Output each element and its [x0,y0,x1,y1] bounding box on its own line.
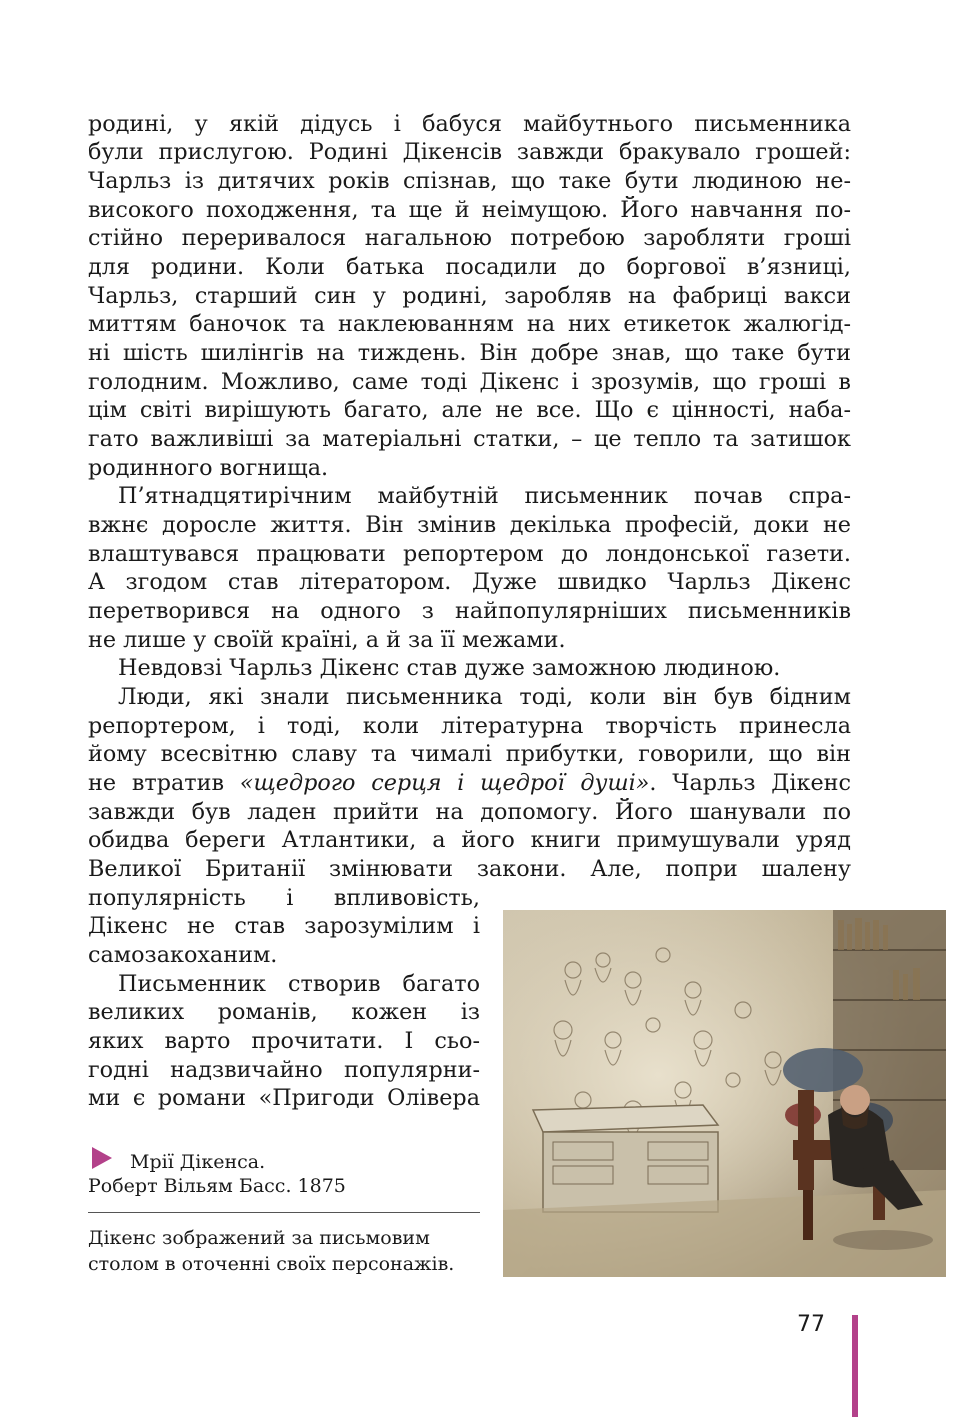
text-line: родинного вогнища. [88,455,329,481]
text-line: Письменник створив багато [118,971,480,997]
text-line: перетворився на одного з найпопулярніших письменників [88,598,851,624]
page-number: 77 [797,1312,825,1337]
text-line: самозакоханим. [88,942,278,968]
text-line: яких варто прочитати. І сьо- [88,1028,480,1054]
text-line: миттям баночок та наклеюванням на них етикеток жалюгід- [88,311,851,337]
text-line: Невдовзі Чарльз Дікенс став дуже заможною людиною. [118,655,781,681]
text-line-quote [88,769,851,797]
figure-title: Мрії Дікенса. [130,1151,266,1173]
text-line: ми є романи «Пригоди Олівера [88,1085,480,1111]
text-segment: . Чарльз Дікенс [649,770,851,796]
text-line: Великої Британії змінювати закони. Але, попри шалену [88,856,851,882]
text-line: годні надзвичайно популярни- [88,1057,480,1083]
text-line: Чарльз, старший син у родині, заробляв на фабриці вакси [88,283,851,309]
text-line: Чарльз із дитячих років спізнав, що таке бути людиною не- [88,168,851,194]
text-line: стійно переривалося нагальною потребою заробляти гроші [88,225,851,251]
text-line: популярність і впливовість, [88,885,480,911]
caption-divider [88,1212,480,1213]
caption-arrow-icon [92,1147,112,1169]
text-line: гато важливіші за матеріальні статки, – це тепло та затишок [88,426,851,452]
painting-dickens-dream [503,910,946,1277]
text-line: великих романів, кожен із [88,999,480,1025]
text-line: родині, у якій дідусь і бабуся майбутнього письменника [88,111,851,137]
text-line: Дікенс не став зарозумілим і [88,913,480,939]
page-accent-bar [852,1315,858,1417]
text-line: А згодом став літератором. Дуже швидко Чарльз Дікенс [88,569,851,595]
quote-text: «щедрого серця і щедрої душі» [239,770,650,796]
text-line: голодним. Можливо, саме тоді Дікенс і зрозумів, що гроші в [88,369,851,395]
text-line: Люди, які знали письменника тоді, коли він був бідним [118,684,851,710]
text-line: йому всесвітню славу та чималі прибутки, говорили, що він [88,741,851,767]
text-line: влаштувався працювати репортером до лондонської газети. [88,541,851,567]
text-line: вжнє доросле життя. Він змінив декілька професій, доки не [88,512,851,538]
text-line: цім світі вирішують багато, але не все. Що є цінності, наба- [88,397,851,423]
text-line: були прислугою. Родині Дікенсів завжди бракувало грошей: [88,139,851,165]
figure-credit: Роберт Вільям Басс. 1875 [88,1175,346,1197]
text-line: для родини. Коли батька посадили до боргової в’язниці, [88,254,851,280]
text-line: П’ятнадцятирічним майбутній письменник почав спра- [118,483,851,509]
text-line: не лише у своїй країні, а й за її межами. [88,627,566,653]
figure-description-line: Дікенс зображений за письмовим [88,1227,430,1249]
text-line: високого походження, та ще й неімущою. Його навчання по- [88,197,851,223]
text-line: обидва береги Атлантики, а його книги примушували уряд [88,827,851,853]
text-segment: не втратив [88,770,240,796]
text-line: ні шість шилінгів на тиждень. Він добре знав, що таке бути [88,340,851,366]
text-line: завжди був ладен прийти на допомогу. Його шанували по [88,799,851,825]
text-line: репортером, і тоді, коли літературна творчість принесла [88,713,851,739]
figure-description-line: столом в оточенні своїх персонажів. [88,1253,455,1275]
